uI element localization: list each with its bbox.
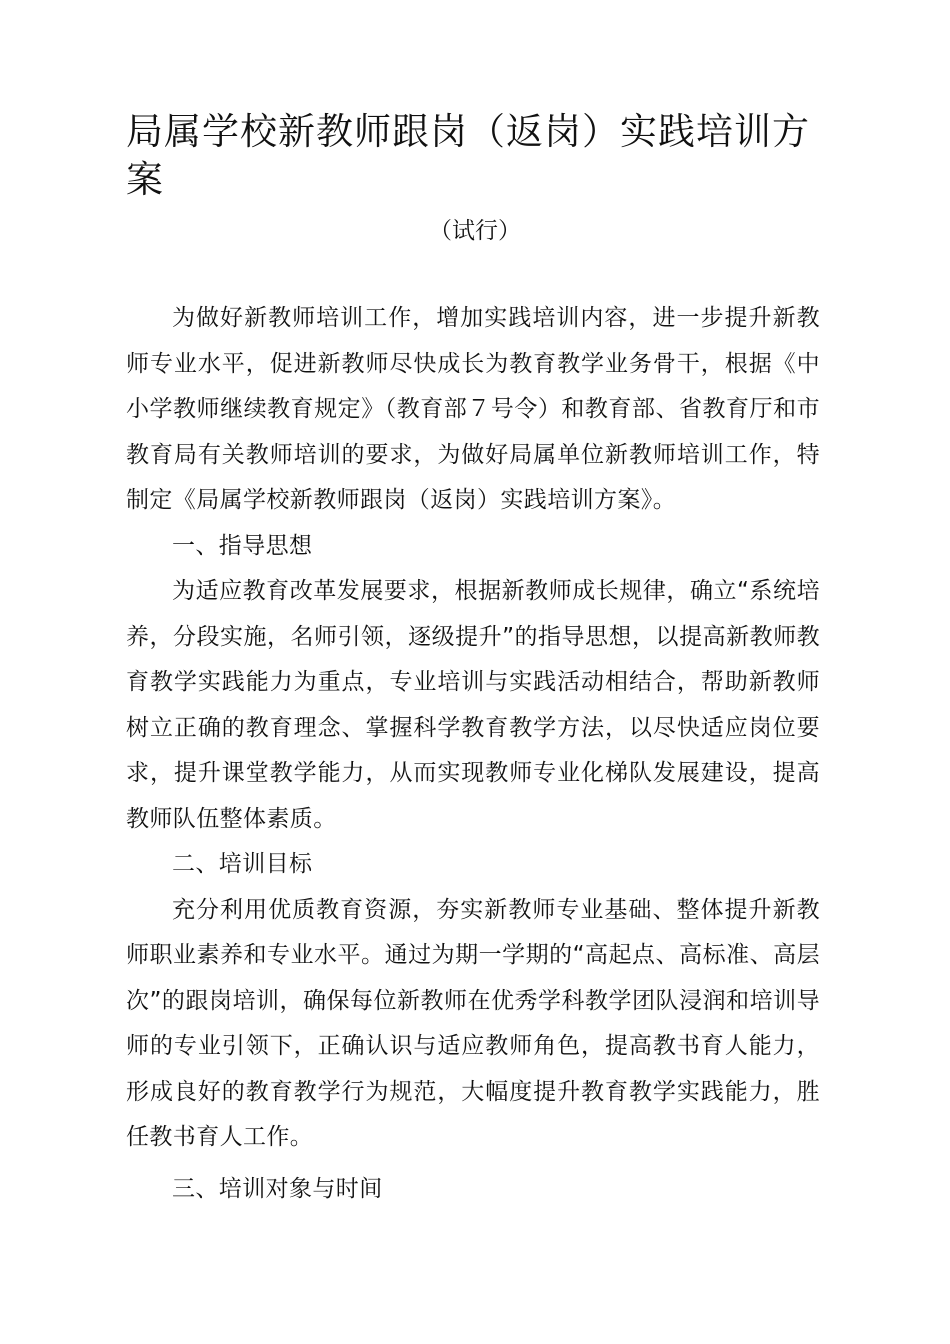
document-subtitle: （试行） <box>429 218 521 244</box>
section-heading-training-goals: 二、培训目标 <box>172 851 313 877</box>
intro-paragraph: 为做好新教师培训工作，增加实践培训内容，进一步提升新教师专业水平，促进新教师尽快成长为教育教学业务骨干，根据《中小学教师继续教育规定》（教育部７号令）和教育部、省教育厅和市教育局有关教师培训的要求，为做好局属单位新教师培训工作，特制定《局属学校新教师跟岗（返岗）实践培训方案》。 <box>126 305 820 513</box>
document-title: 局属学校新教师跟岗（返岗）实践培训方案 <box>126 110 810 201</box>
section-heading-targets-and-time: 三、培训对象与时间 <box>172 1175 383 1202</box>
section-heading-guiding-ideology: 一、指导思想 <box>172 532 313 559</box>
section-body-guiding-ideology: 为适应教育改革发展要求，根据新教师成长规律，确立“系统培养，分段实施，名师引领，逐级提升”的指导思想，以提高新教师教育教学实践能力为重点，专业培训与实践活动相结合，帮助新教师树立正确的教育理念、掌握科学教育教学方法，以尽快适应岗位要求，提升课堂教学能力，从而实现教师专业化梯队发展建设，提高教师队伍整体素质。 <box>126 578 820 832</box>
document-body <box>126 296 820 1212</box>
section-body-training-goals: 充分利用优质教育资源，夯实新教师专业基础、整体提升新教师职业素养和专业水平。通过为期一学期的“高起点、高标准、高层次”的跟岗培训，确保每位新教师在优秀学科教学团队浸润和培训导师的专业引领下，正确认识与适应教师角色，提高教书育人能力，形成良好的教育教学行为规范，大幅度提升教育教学实践能力，胜任教书育人工作。 <box>126 896 820 1150</box>
